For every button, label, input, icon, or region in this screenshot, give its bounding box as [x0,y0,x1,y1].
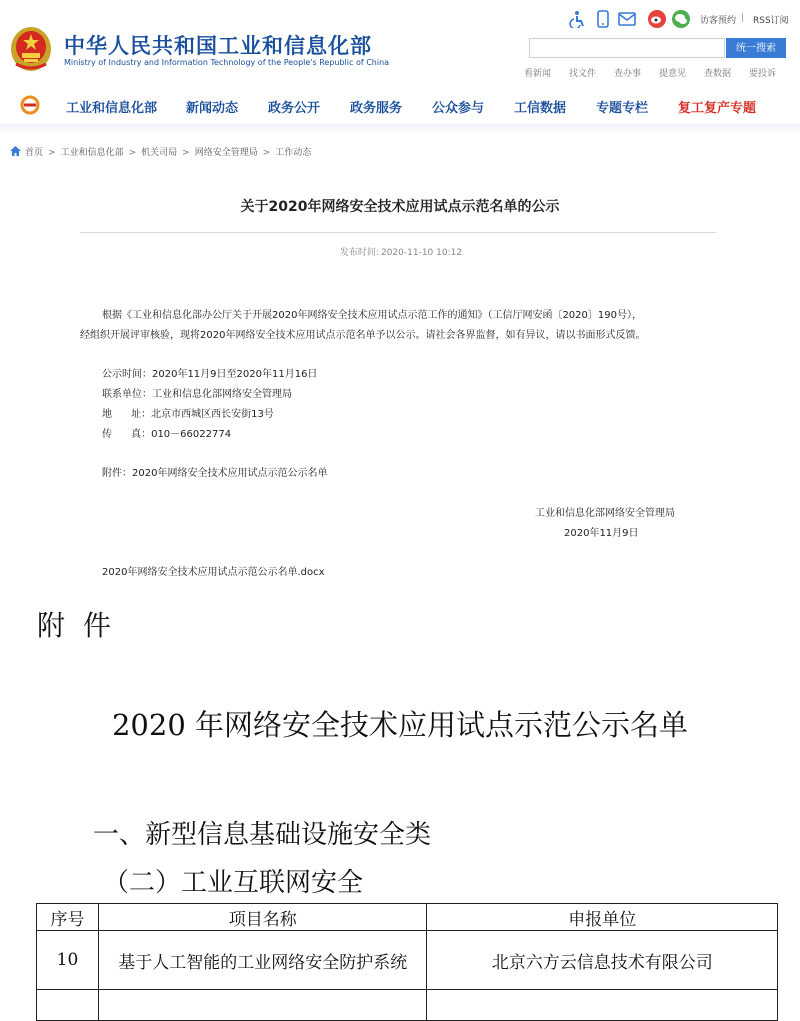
search-input[interactable] [529,38,725,58]
nav-item-public[interactable]: 公众参与 [432,101,485,116]
info-address: 地 址：北京市西城区西长安街13号 [102,409,274,420]
document-title: 2020 年网络安全技术应用试点示范公示名单 [111,708,689,742]
table-header-row [37,904,778,931]
search-button[interactable]: 统一搜索 [726,38,786,58]
article-title: 关于2020年网络安全技术应用试点示范名单的公示 [240,199,560,215]
attachment-note: 附件：2020年网络安全技术应用试点示范公示名单 [102,468,328,479]
quick-link-news[interactable]: 看新闻 [524,69,552,79]
nav-item-resumption[interactable]: 复工复产专题 [678,101,757,116]
pilot-list-table [36,903,778,1021]
mobile-icon[interactable] [594,10,612,28]
site-subtitle-en: Ministry of Industry and Information Technology of the People's Republic of China [64,58,390,67]
publish-time-label: 发布时间: [339,248,379,258]
breadcrumb-departments[interactable]: 机关司局 [141,148,178,158]
table-row-continuation [37,990,778,1021]
table-cell-applicant: 北京六方云信息技术有限公司 [427,931,778,990]
document-heading-1: 一、新型信息基础设施安全类 [93,820,432,850]
table-cell-index: 10 [37,931,99,990]
breadcrumb-home[interactable]: 首页 [25,148,44,158]
sign-date: 2020年11月9日 [564,528,639,539]
nav-item-ministry[interactable]: 工业和信息化部 [66,101,158,116]
article-paragraph-line1: 根据《工业和信息化部办公厅关于开展2020年网络安全技术应用试点示范工作的通知》（工信厅网安函〔2020〕190号）， [102,310,642,321]
main-nav [0,88,800,124]
article-divider [80,232,716,233]
nav-item-gov-services[interactable]: 政务服务 [350,101,403,116]
breadcrumb-work-news[interactable]: 工作动态 [275,148,312,158]
mail-icon[interactable] [618,10,636,28]
breadcrumb: 首页 > 工业和信息化部 > 机关司局 > 网络安全管理局 > 工作动态 [10,145,311,161]
document-heading-2: （二）工业互联网安全 [103,868,364,898]
nav-item-gov-info[interactable]: 政务公开 [268,101,321,116]
table-row [37,931,778,990]
publish-time-value: 2020-11-10 10:12 [380,248,463,258]
info-period: 公示时间：2020年11月9日至2020年11月16日 [102,369,318,380]
table-cell-project: 基于人工智能的工业网络安全防护系统 [98,931,427,990]
table-header-index: 序号 [37,904,99,931]
table-header-project: 项目名称 [98,904,427,931]
article-paragraph-line2: 经组织开展评审核验，现将2020年网络安全技术应用试点示范名单予以公示。请社会各界监督，如有异议，请以书面形式反馈。 [80,330,646,341]
visit-appointment-link[interactable]: 访客预约 [700,16,737,26]
nav-item-data[interactable]: 工信数据 [514,101,567,116]
attachment-file-link[interactable]: 2020年网络安全技术应用试点示范公示名单.docx [102,567,325,578]
table-header-applicant: 申报单位 [427,904,778,931]
breadcrumb-cybersecurity-bureau[interactable]: 网络安全管理局 [194,148,258,158]
info-contact: 联系单位：工业和信息化部网络安全管理局 [102,389,292,400]
nav-item-topics[interactable]: 专题专栏 [596,101,649,116]
quick-link-complaint[interactable]: 要投诉 [749,69,777,79]
document-annex-label: 附件 [37,609,130,642]
home-icon [10,146,21,156]
nav-shadow [0,124,800,134]
signer: 工业和信息化部网络安全管理局 [535,508,675,519]
quick-link-services[interactable]: 查办事 [614,69,642,79]
rss-link[interactable]: RSS订阅 [753,16,789,26]
weibo-icon[interactable] [648,10,666,28]
info-fax: 传 真：010－66022774 [102,429,232,440]
nav-item-news[interactable]: 新闻动态 [186,101,239,116]
accessibility-icon[interactable] [568,10,586,28]
publish-time [80,245,720,258]
wechat-icon[interactable] [672,10,690,28]
quick-links [520,66,790,80]
nav-logo-icon[interactable] [20,95,40,115]
util-separator: | [741,13,745,23]
quick-link-files[interactable]: 找文件 [569,69,597,79]
site-title[interactable]: 中华人民共和国工业和信息化部 [64,34,372,58]
quick-link-feedback[interactable]: 提意见 [659,69,687,79]
breadcrumb-ministry[interactable]: 工业和信息化部 [60,148,124,158]
site-header [0,0,800,88]
quick-link-data[interactable]: 查数据 [704,69,732,79]
national-emblem-icon [10,26,52,72]
